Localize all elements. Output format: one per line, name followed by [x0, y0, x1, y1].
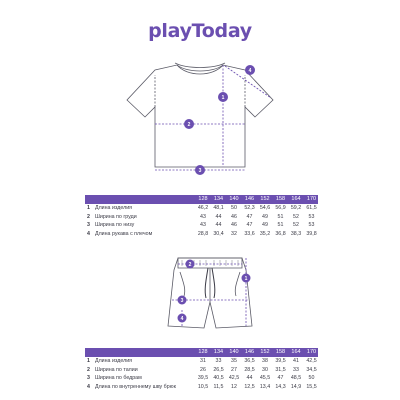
table-cell: 53 — [308, 222, 315, 229]
table-cell: 45,5 — [259, 375, 271, 382]
table-cell: 46,2 — [197, 205, 209, 211]
table-cell: 39,5 — [275, 358, 286, 364]
table-cell: 12 — [231, 383, 237, 390]
size-header: 146 — [244, 196, 255, 202]
table-cell: 51 — [277, 213, 284, 220]
row-number: 4 — [87, 230, 90, 237]
table-cell: 26 — [200, 366, 206, 373]
table-cell: 30,4 — [213, 230, 224, 237]
table-cell: 33,6 — [244, 230, 255, 237]
marker-1-label: 1 — [244, 276, 248, 282]
size-header: 140 — [229, 196, 239, 202]
table-cell: 28,5 — [244, 366, 255, 373]
table-header — [85, 348, 318, 357]
row-number: 2 — [87, 366, 90, 373]
table-cell: 30 — [262, 366, 268, 373]
table-cell: 35,2 — [259, 230, 271, 237]
row-label: Длина изделия — [95, 358, 133, 364]
table-cell: 10,5 — [197, 383, 209, 390]
tshirt-sketch — [95, 55, 305, 180]
row-label: Длина изделия — [95, 205, 133, 211]
table-cell: 14,3 — [275, 383, 286, 390]
size-header: 158 — [275, 196, 286, 202]
size-header: 170 — [306, 196, 317, 202]
table-cell: 33 — [215, 358, 222, 364]
table-row — [85, 230, 318, 239]
tshirt-size-table — [85, 195, 318, 238]
table-cell: 39,5 — [197, 375, 209, 382]
table-cell: 52 — [293, 213, 299, 220]
marker-1-label: 1 — [221, 95, 225, 101]
table-cell: 43 — [200, 222, 206, 229]
table-cell: 14,9 — [290, 383, 302, 390]
brand-logo: playToday — [148, 20, 252, 42]
shorts-sketch — [160, 250, 260, 335]
row-number: 2 — [87, 213, 90, 220]
table-cell: 47 — [277, 375, 284, 382]
table-cell: 47 — [246, 222, 253, 229]
size-header: 164 — [291, 349, 301, 355]
table-cell: 39,8 — [306, 230, 317, 237]
table-cell: 27 — [231, 366, 237, 373]
table-cell: 42,5 — [228, 375, 240, 382]
row-label: Ширина по груди — [95, 213, 137, 220]
marker-2-label: 2 — [188, 262, 192, 268]
row-number: 3 — [87, 222, 90, 229]
table-cell: 54,6 — [259, 205, 271, 211]
table-cell: 38,3 — [290, 230, 302, 237]
row-label: Ширина по бедрам — [95, 375, 142, 382]
row-number: 3 — [87, 375, 90, 382]
row-label: Длина рукава с плечом — [95, 230, 153, 237]
table-cell: 52,3 — [244, 205, 255, 211]
table-cell: 12,5 — [244, 383, 255, 390]
table-header — [85, 195, 318, 204]
table-cell: 53 — [308, 213, 315, 220]
table-row — [85, 357, 318, 366]
table-cell: 56,9 — [275, 205, 286, 211]
shorts-size-table — [85, 348, 318, 391]
table-cell: 59,2 — [290, 205, 302, 211]
table-cell: 50 — [231, 205, 237, 211]
table-cell: 36,5 — [244, 358, 255, 364]
table-cell: 61,5 — [306, 205, 317, 211]
table-cell: 50 — [308, 375, 315, 382]
size-header: 134 — [213, 196, 224, 202]
marker-3-label: 3 — [180, 298, 184, 304]
size-header: 152 — [260, 196, 270, 202]
size-header: 146 — [244, 349, 255, 355]
table-row — [85, 213, 318, 222]
table-cell: 35 — [231, 358, 237, 364]
row-label: Ширина по талии — [95, 366, 138, 373]
table-cell: 34,5 — [306, 366, 317, 373]
table-row — [85, 366, 318, 375]
row-label: Ширина по низу — [95, 222, 135, 229]
table-row — [85, 221, 318, 230]
size-header: 170 — [306, 349, 317, 355]
table-cell: 42,5 — [306, 358, 317, 364]
marker-4-label: 4 — [180, 316, 184, 322]
table-cell: 44 — [246, 375, 253, 382]
table-cell: 33 — [293, 366, 299, 373]
table-cell: 46 — [231, 213, 237, 220]
table-cell: 40,5 — [213, 375, 224, 382]
row-number: 1 — [87, 358, 90, 364]
table-cell: 49 — [262, 222, 268, 229]
table-cell: 41 — [293, 358, 299, 364]
size-header: 140 — [229, 349, 239, 355]
table-cell: 28,8 — [197, 230, 209, 237]
table-cell: 44 — [215, 213, 222, 220]
table-cell: 38 — [262, 358, 268, 364]
table-cell: 11,5 — [213, 383, 224, 390]
table-cell: 49 — [262, 213, 268, 220]
table-cell: 31 — [200, 358, 206, 364]
row-label: Длина по внутреннему шву брюк — [95, 383, 176, 390]
table-cell: 31,5 — [275, 366, 286, 373]
table-row — [85, 204, 318, 213]
table-cell: 47 — [246, 213, 253, 220]
table-cell: 43 — [200, 213, 206, 220]
size-header: 128 — [198, 349, 208, 355]
marker-4-label: 4 — [248, 68, 252, 74]
table-cell: 26,5 — [213, 366, 224, 373]
size-header: 158 — [275, 349, 286, 355]
row-number: 1 — [87, 205, 90, 211]
marker-2-label: 2 — [187, 122, 191, 128]
table-cell: 32 — [231, 230, 237, 237]
size-header: 152 — [260, 349, 270, 355]
table-row — [85, 374, 318, 383]
marker-3-label: 3 — [198, 168, 202, 174]
table-cell: 13,4 — [259, 383, 271, 390]
size-header: 164 — [291, 196, 301, 202]
table-cell: 48,1 — [213, 205, 224, 211]
table-cell: 46 — [231, 222, 237, 229]
table-cell: 52 — [293, 222, 299, 229]
table-cell: 48,5 — [290, 375, 302, 382]
table-cell: 36,8 — [275, 230, 286, 237]
size-header: 128 — [198, 196, 208, 202]
size-header: 134 — [213, 349, 224, 355]
table-cell: 44 — [215, 222, 222, 229]
row-number: 4 — [87, 383, 90, 390]
table-cell: 15,5 — [306, 383, 317, 390]
table-row — [85, 383, 318, 392]
table-cell: 51 — [277, 222, 284, 229]
